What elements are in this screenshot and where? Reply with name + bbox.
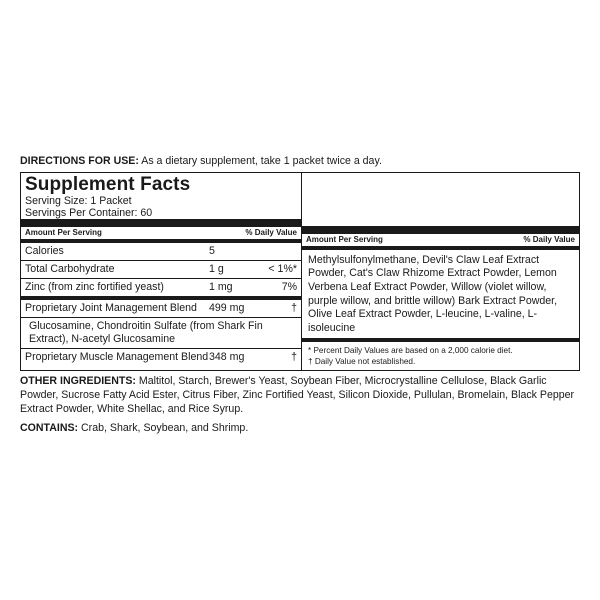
serving-size: Serving Size: 1 Packet xyxy=(25,194,132,207)
nutrient-name: Calories xyxy=(25,244,64,257)
nutrient-row-calories xyxy=(21,243,301,261)
nutrient-name: Proprietary Muscle Management Blend xyxy=(25,350,209,363)
nutrient-amount: 1 mg xyxy=(209,280,233,293)
nutrient-row-carbohydrate xyxy=(21,261,301,279)
amount-per-serving-label: Amount Per Serving xyxy=(306,234,383,244)
nutrient-amount: 5 xyxy=(209,244,215,257)
nutrient-row-joint-blend xyxy=(21,300,301,318)
thick-divider xyxy=(21,219,301,227)
directions-heading: DIRECTIONS FOR USE: xyxy=(20,155,139,167)
directions-text: As a dietary supplement, take 1 packet twice a day. xyxy=(141,155,382,167)
facts-title: Supplement Facts xyxy=(25,173,191,195)
nutrient-name: Zinc (from zinc fortified yeast) xyxy=(25,280,164,293)
nutrient-name: Total Carbohydrate xyxy=(25,262,115,275)
contains-text: Crab, Shark, Soybean, and Shrimp. xyxy=(81,422,249,435)
amount-per-serving-label: Amount Per Serving xyxy=(25,227,102,237)
directions-for-use xyxy=(20,155,580,169)
joint-blend-ingredients: Glucosamine, Chondroitin Sulfate (from Shark Fin Extract), N-acetyl Glucosamine xyxy=(21,318,301,349)
nutrient-row-zinc xyxy=(21,279,301,300)
nutrient-dv: 7% xyxy=(281,280,297,293)
facts-left-column xyxy=(21,173,302,371)
left-column-header xyxy=(21,227,301,243)
footnote-daily-values: * Percent Daily Values are based on a 2,000 calorie diet. xyxy=(308,346,513,356)
facts-header xyxy=(21,173,301,219)
nutrient-dv: < 1%* xyxy=(268,262,297,275)
other-ingredients-text: Maltitol, Starch, Brewer's Yeast, Soybean Fiber, Microcrystalline Cellulose, Black Garlic Powder, Sucrose Fatty Acid Ester, Citrus Fiber, Zinc Fortified Yeast, Silicon Dioxide, Pullulan, Bromelain, Black Pepper Extract Powder, White Shellac, and Rice Syrup. xyxy=(20,375,575,415)
daily-value-label: % Daily Value xyxy=(245,227,297,237)
footnotes xyxy=(302,342,579,370)
nutrient-amount: 499 mg xyxy=(209,301,245,314)
facts-right-column xyxy=(302,173,579,371)
footnote-not-established: † Daily Value not established. xyxy=(308,357,416,367)
nutrient-amount: 1 g xyxy=(209,262,224,275)
right-column-spacer xyxy=(302,173,579,226)
supplement-facts-panel xyxy=(20,172,580,372)
nutrient-row-muscle-blend xyxy=(21,349,301,366)
nutrient-amount: 348 mg xyxy=(209,350,245,363)
allergen-contains xyxy=(20,422,580,436)
right-column-header xyxy=(302,234,579,250)
nutrient-name: Proprietary Joint Management Blend xyxy=(25,301,197,314)
contains-heading: CONTAINS: xyxy=(20,422,79,435)
supplement-label xyxy=(20,155,580,436)
thick-divider xyxy=(302,226,579,234)
other-ingredients xyxy=(20,375,580,416)
daily-value-label: % Daily Value xyxy=(523,234,575,244)
nutrient-dv: † xyxy=(291,301,297,314)
muscle-blend-ingredients: Methylsulfonylmethane, Devil's Claw Leaf Extract Powder, Cat's Claw Rhizome Extract Powder, Lemon Verbena Leaf Extract Powder, Willow (violet willow, purple willow, and brittle willow) Bark Extract Powder, Olive Leaf Extract Powder, L-leucine, L-valine, L-isoleucine xyxy=(302,250,579,343)
servings-per-container: Servings Per Container: 60 xyxy=(25,206,153,219)
nutrient-dv: † xyxy=(291,350,297,363)
other-ingredients-heading: OTHER INGREDIENTS: xyxy=(20,375,136,388)
